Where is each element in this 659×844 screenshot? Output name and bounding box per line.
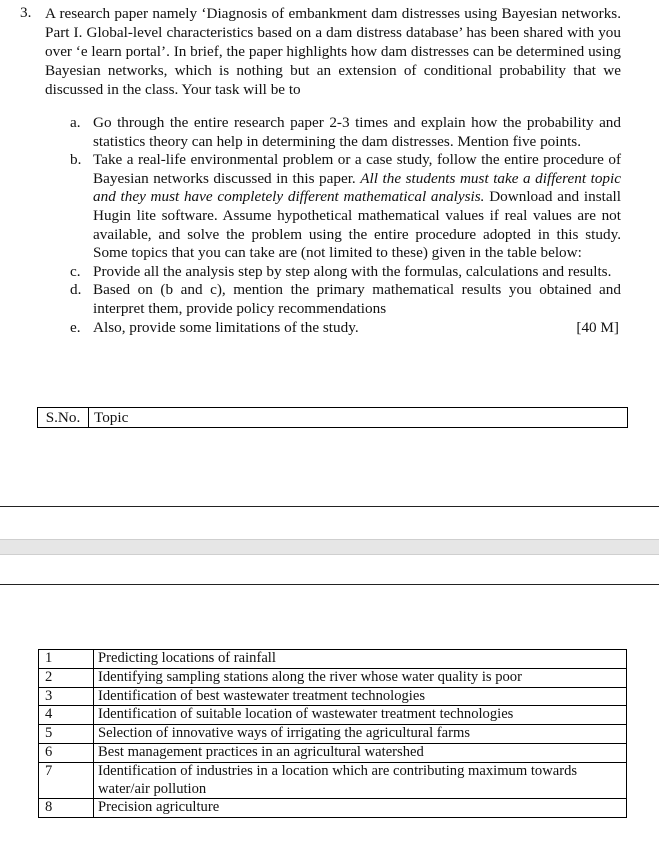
table-row [39, 687, 627, 706]
header-sno: S.No. [38, 408, 89, 427]
task-item-a [70, 114, 621, 151]
sno-cell: 6 [39, 743, 94, 762]
page-divider [0, 584, 659, 585]
topic-table-header [37, 407, 628, 428]
topic-cell: Predicting locations of rainfall [94, 650, 627, 669]
page-break-band [0, 539, 659, 555]
sno-cell: 3 [39, 687, 94, 706]
sno-cell: 1 [39, 650, 94, 669]
table-row [39, 799, 627, 818]
sno-cell: 8 [39, 799, 94, 818]
task-text: Provide all the analysis step by step along with the formulas, calculations and results. [93, 262, 612, 280]
marks-label: [40 M] [576, 318, 619, 336]
topic-cell: Identification of industries in a location which are contributing maximum towards water/air pollution [94, 762, 627, 799]
page-divider [0, 506, 659, 507]
task-text-cont: Download and install Hugin lite software. Assume hypothetical mathematical values if real values are not available, and solve the problem using the entire procedure adopted in this study. Some topics that you can take are (not limited to these) given in the table below: [93, 188, 622, 262]
task-label: b. [70, 151, 82, 169]
sno-cell: 7 [39, 762, 94, 799]
table-row [39, 743, 627, 762]
task-text: Go through the entire research paper 2-3 times and explain how the probability and statistics theory can help in determining the dam distresses. Mention five points. [93, 114, 621, 150]
topic-cell: Identification of suitable location of wastewater treatment technologies [94, 706, 627, 725]
task-item-e [70, 319, 621, 338]
task-label: c. [70, 262, 81, 280]
topic-cell: Identifying sampling stations along the river whose water quality is poor [94, 668, 627, 687]
task-item-c [70, 263, 621, 282]
sno-cell: 4 [39, 706, 94, 725]
table-row [39, 725, 627, 744]
topic-cell: Selection of innovative ways of irrigating the agricultural farms [94, 725, 627, 744]
task-text: Also, provide some limitations of the study. [93, 318, 359, 336]
question-number: 3. [20, 4, 32, 21]
sno-cell: 2 [39, 668, 94, 687]
topic-cell: Identification of best wastewater treatment technologies [94, 687, 627, 706]
task-label: d. [70, 281, 82, 299]
task-label: a. [70, 114, 81, 131]
question-text: A research paper namely ‘Diagnosis of embankment dam distresses using Bayesian networks. Part I. Global-level characteristics based on a dam distress database’ has been shared with you over ‘e learn portal’. In brief, the paper highlights how dam distresses can be determined using Bayesian networks, which is nothing but an extension of conditional probability that we discussed in the class. Your task will be to [45, 5, 621, 98]
topic-cell: Precision agriculture [94, 799, 627, 818]
header-topic: Topic [94, 409, 129, 426]
task-item-b [70, 151, 621, 263]
question-block [20, 4, 621, 99]
table-row [39, 706, 627, 725]
table-row [39, 762, 627, 799]
task-label: e. [70, 318, 81, 336]
task-item-d [70, 281, 621, 318]
task-text-italic: All the students must take a different topic and they must have completely different mathematical analysis. [93, 169, 621, 206]
task-text: Based on (b and c), mention the primary mathematical results you obtained and interpret them, provide policy recommendations [93, 281, 621, 317]
topic-cell: Best management practices in an agricultural watershed [94, 743, 627, 762]
table-row [39, 668, 627, 687]
sno-cell: 5 [39, 725, 94, 744]
table-row [39, 650, 627, 669]
topic-table [38, 649, 627, 818]
task-list [70, 114, 621, 337]
task-text: Take a real-life environmental problem or a case study, follow the entire procedure of Bayesian networks discussed in this paper. [93, 151, 621, 187]
